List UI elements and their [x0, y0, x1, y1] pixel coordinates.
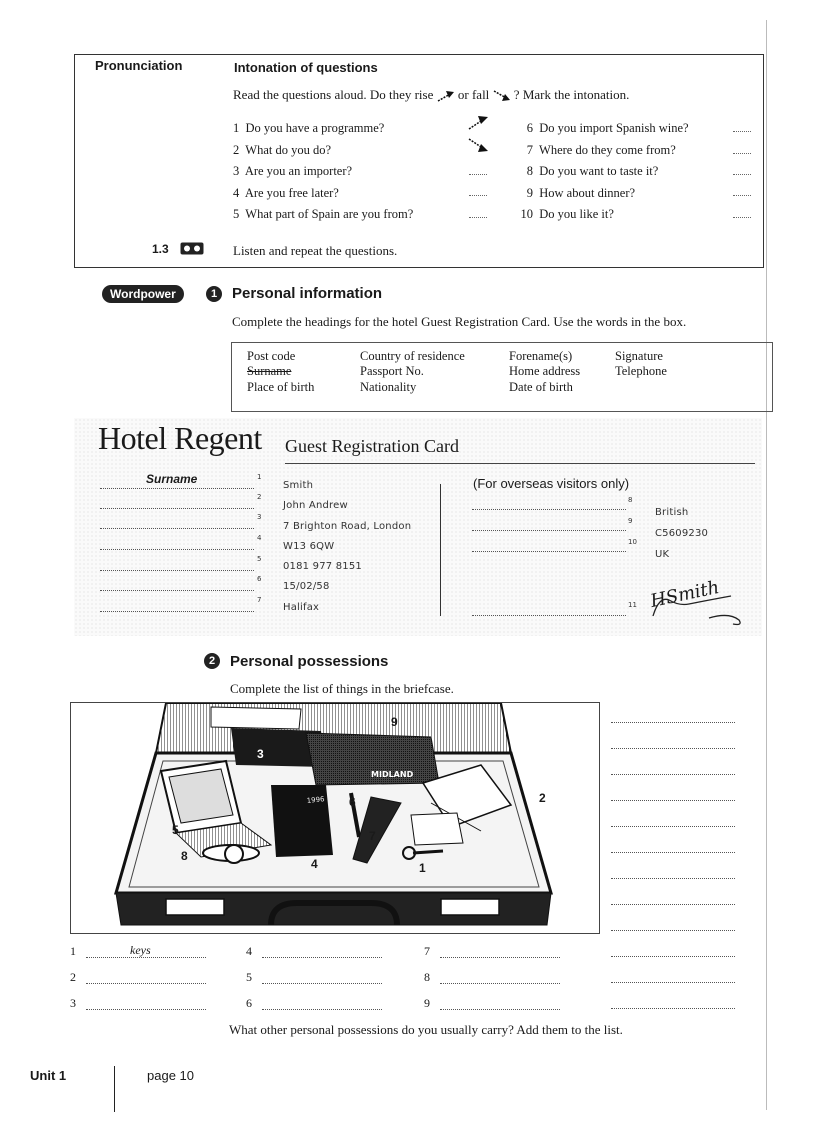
brand-label: MIDLAND [371, 770, 414, 779]
list-entry-field[interactable] [611, 826, 735, 827]
answer-field-9[interactable] [440, 1009, 560, 1010]
answer-number: 2 [70, 970, 76, 984]
rise-arrow-icon [437, 90, 455, 102]
image-label: 8 [181, 849, 188, 863]
card-divider [440, 484, 441, 616]
heading-field[interactable] [100, 488, 254, 489]
field-number: 1 [257, 473, 262, 481]
heading-field[interactable] [100, 528, 254, 529]
field-number: 11 [628, 601, 637, 609]
exercise-number-badge: 1 [206, 286, 222, 302]
answer-blank[interactable] [469, 186, 487, 196]
word-item: Country of residence [360, 349, 465, 363]
image-label: 3 [257, 747, 264, 761]
word-item: Forename(s) [509, 349, 573, 363]
field-value: C5609230 [655, 528, 709, 539]
rise-mark-icon [466, 114, 490, 132]
wordpower-instruction: Complete the headings for the hotel Guest Registration Card. Use the words in the box. [232, 314, 687, 329]
image-label: 1 [419, 861, 426, 875]
answer-number: 9 [424, 996, 430, 1010]
follow-up-question: What other personal possessions do you usually carry? Add them to the list. [229, 1022, 623, 1037]
question-item: 5 What part of Spain are you from? [233, 207, 414, 221]
list-entry-field[interactable] [611, 982, 735, 983]
list-entry-field[interactable] [611, 904, 735, 905]
cassette-icon [180, 242, 204, 255]
question-item: 9 How about dinner? [526, 185, 636, 200]
answer-blank[interactable] [733, 144, 751, 154]
title-rule [285, 463, 755, 464]
heading-field[interactable] [100, 570, 254, 571]
hotel-name: Hotel Regent [98, 420, 262, 456]
guest-registration-card [74, 418, 762, 636]
page-number: page 10 [147, 1068, 194, 1083]
possessions-title: Personal possessions [230, 653, 389, 670]
answer-field-5[interactable] [262, 983, 382, 984]
heading-field[interactable] [100, 549, 254, 550]
field-value: W13 6QW [283, 540, 335, 552]
answer-number: 4 [246, 944, 252, 958]
answer-number: 7 [424, 944, 430, 958]
field-number: 8 [628, 496, 633, 504]
field-value: British [655, 507, 689, 518]
questions-right [515, 118, 689, 226]
list-entry-field[interactable] [611, 878, 735, 879]
list-entry-field[interactable] [611, 852, 735, 853]
image-label: 7 [369, 829, 376, 843]
list-entry-field[interactable] [611, 800, 735, 801]
answer-blank[interactable] [733, 208, 751, 218]
question-item: 8 Do you want to taste it? [526, 164, 659, 178]
footer-divider [114, 1066, 115, 1112]
word-item: Signature [615, 349, 663, 363]
heading-field[interactable] [472, 551, 626, 552]
fall-arrow-icon [493, 90, 511, 102]
svg-text:1996: 1996 [306, 795, 325, 805]
list-entry-field[interactable] [611, 722, 735, 723]
field-value: John Andrew [283, 500, 348, 512]
question-item: 2 What do you do? [233, 142, 332, 157]
section-label-pronunciation: Pronunciation [95, 58, 183, 73]
wordpower-title: Personal information [232, 285, 383, 302]
heading-field[interactable] [100, 611, 254, 612]
field-number: 10 [628, 538, 637, 546]
word-item: Telephone [615, 364, 667, 378]
answer-blank[interactable] [469, 208, 487, 218]
answer-field-8[interactable] [440, 983, 560, 984]
question-item: 10 Do you like it? [520, 207, 614, 221]
unit-label: Unit 1 [30, 1068, 67, 1083]
answer-blank[interactable] [469, 165, 487, 175]
fall-mark-icon [466, 136, 490, 154]
answer-number: 3 [70, 996, 76, 1010]
wordpower-badge: Wordpower [102, 285, 184, 303]
question-item: 7 Where do they come from? [526, 142, 676, 157]
word-item: Post code [247, 349, 296, 363]
field-value: Smith [283, 480, 314, 491]
answer-number: 6 [246, 996, 252, 1010]
word-item: Passport No. [360, 364, 424, 378]
list-entry-field[interactable] [611, 748, 735, 749]
image-label: 2 [539, 791, 546, 805]
image-label: 4 [311, 857, 318, 871]
heading-field[interactable] [472, 509, 626, 510]
card-title: Guest Registration Card [285, 436, 459, 456]
answer-blank[interactable] [733, 122, 751, 132]
answer-field-6[interactable] [262, 1009, 382, 1010]
signature-flourish [649, 590, 749, 626]
heading-field[interactable] [472, 615, 626, 616]
word-item: Nationality [360, 380, 417, 394]
question-item: 1 Do you have a programme? [233, 121, 385, 135]
field-number: 7 [257, 596, 262, 604]
overseas-note: (For overseas visitors only) [473, 476, 630, 491]
word-box [231, 342, 773, 412]
questions-left [233, 118, 413, 226]
answer-field-3[interactable] [86, 1009, 206, 1010]
heading-field[interactable] [100, 508, 254, 509]
field-number: 5 [257, 555, 262, 563]
image-label: 5 [172, 823, 179, 837]
word-item: Place of birth [247, 380, 315, 394]
answer-field-2[interactable] [86, 983, 206, 984]
track-number: 1.3 [152, 242, 169, 256]
list-entry-field[interactable] [611, 774, 735, 775]
word-item: Home address [509, 364, 581, 378]
answer-blank[interactable] [733, 165, 751, 175]
question-item: 6 Do you import Spanish wine? [526, 121, 689, 135]
possessions-instruction: Complete the list of things in the briefcase. [230, 681, 454, 696]
field-number: 4 [257, 534, 262, 542]
question-item: 4 Are you free later? [233, 185, 339, 200]
word-item: Date of birth [509, 380, 573, 394]
field-value: 0181 977 8151 [283, 561, 362, 573]
list-entry-field[interactable] [611, 930, 735, 931]
field-value: Halifax [283, 601, 320, 613]
field-value: 15/02/58 [283, 581, 330, 593]
field-number: 6 [257, 575, 262, 583]
exercise-number-badge: 2 [204, 653, 220, 669]
briefcase-drawing [71, 703, 600, 934]
guest-values-left [283, 476, 411, 618]
margin-rule [766, 20, 767, 1110]
heading-surname: Surname [146, 472, 198, 486]
heading-field[interactable] [100, 590, 254, 591]
question-item: 3 Are you an importer? [233, 164, 353, 178]
field-value: UK [655, 549, 670, 560]
answer-number: 5 [246, 970, 252, 984]
word-item-crossed: Surname [247, 364, 292, 378]
signature: HSmith [648, 576, 722, 613]
field-number: 3 [257, 513, 262, 521]
answer-blank[interactable] [733, 186, 751, 196]
briefcase-illustration [70, 702, 600, 934]
list-entry-field[interactable] [611, 1008, 735, 1009]
answer-field-7[interactable] [440, 957, 560, 958]
image-label: 6 [349, 795, 356, 809]
field-number: 9 [628, 517, 633, 525]
guest-values-right [655, 502, 708, 565]
answer-number: 8 [424, 970, 430, 984]
pronunciation-title: Intonation of questions [234, 60, 378, 75]
answer-number: 1 [70, 944, 76, 958]
example-answer: keys [130, 943, 151, 957]
field-value: 7 Brighton Road, London [283, 520, 412, 532]
list-entry-field[interactable] [611, 956, 735, 957]
pronunciation-instruction: Read the questions aloud. Do they rise or fall ? Mark the intonation. [233, 87, 630, 102]
answer-field-4[interactable] [262, 957, 382, 958]
image-label: 9 [391, 715, 398, 729]
heading-field[interactable] [472, 530, 626, 531]
listen-instruction: Listen and repeat the questions. [233, 243, 398, 258]
field-number: 2 [257, 493, 262, 501]
